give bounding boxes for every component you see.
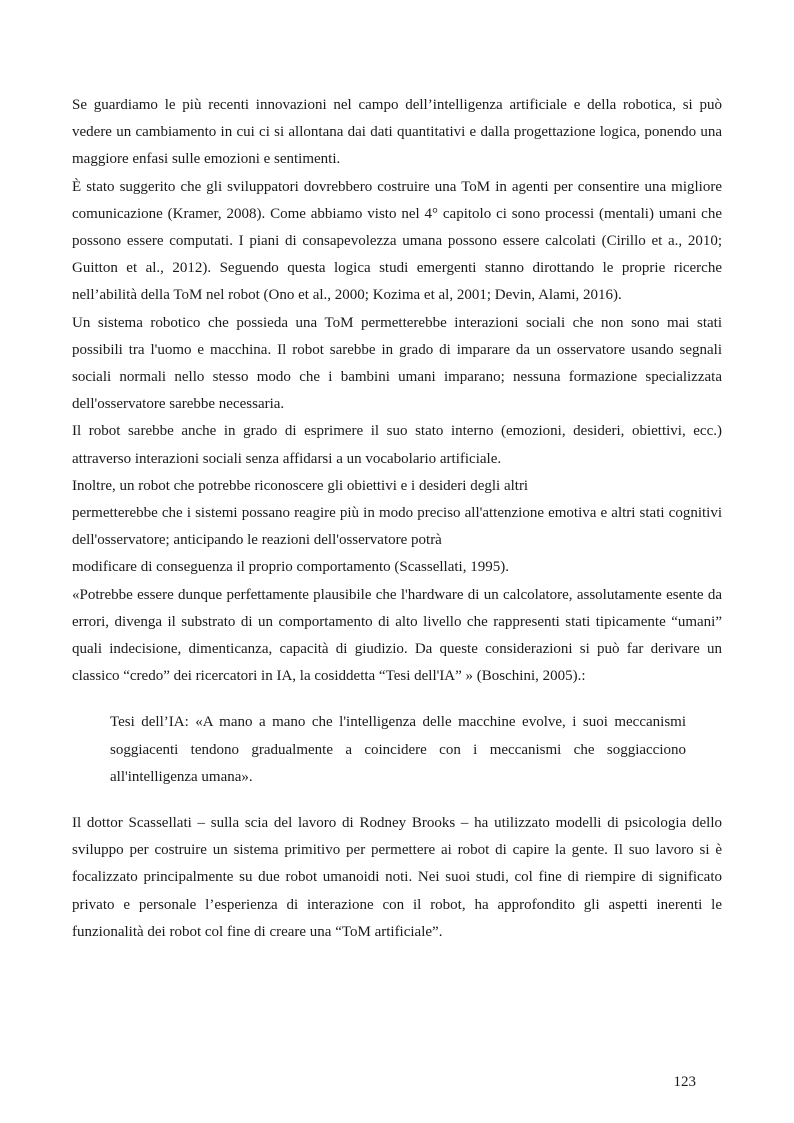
spacer <box>72 690 722 709</box>
paragraph-tom-agents: È stato suggerito che gli sviluppatori dovrebbero costruire una ToM in agenti per consentire una migliore comunicazione (Kramer, 2008). Come abbiamo visto nel 4° capitolo ci sono processi (mentali) umani che possono essere computati. I piani di consapevolezza umana possono essere calcolati (Cirillo et a., 2010; Guitton et al., 2012). Seguendo questa logica studi emergenti stanno dirottando le proprie ricerche nell’abilità della ToM nel robot (Ono et al., 2000; Kozima et al, 2001; Devin, Alami, 2016). <box>72 178 722 304</box>
paragraph-innovations: Se guardiamo le più recenti innovazioni nel campo dell’intelligenza artificiale e della robotica, si può vedere un cambiamento in cui ci si allontana dai dati quantitativi e dalla progettazione logica, ponendo una maggiore enfasi sulle emozioni e sentimenti. <box>72 97 722 168</box>
paragraph-scassellati: Il dottor Scassellati – sulla scia del lavoro di Rodney Brooks – ha utilizzato modelli di psicologia dello sviluppo per costruire un sistema primitivo per permettere ai robot di capire la gente. Il suo lavoro si è focalizzato principalmente su due robot umanoidi noti. Nei suoi studi, col fine di riempire di significato privato e personale l’esperienza di interazione con il robot, ha approfondito gli aspetti inerenti le funzionalità dei robot col fine di creare una “ToM artificiale”. <box>72 815 722 940</box>
paragraph-internal-state: Il robot sarebbe anche in grado di esprimere il suo stato interno (emozioni, desideri, obiettivi, ecc.) attraverso interazioni sociali senza affidarsi a un vocabolario artificiale. <box>72 423 722 467</box>
paragraph-quote-intro: «Potrebbe essere dunque perfettamente plausibile che l'hardware di un calcolatore, assolutamente esente da errori, divenga il substrato di un comportamento di alto livello che rappresenti stati tipicamente “umani” quali indecisione, dimenticanza, capacità di giudizio. Da queste considerazioni si può far derivare un classico “credo” dei ricercatori in IA, la cosiddetta “Tesi dell'IA” » (Boschini, 2005).: <box>72 586 722 685</box>
block-quote-ia-thesis: Tesi dell’IA: «A mano a mano che l'intelligenza delle macchine evolve, i suoi meccanismi soggiacenti tendono gradualmente a coincidere con i meccanismi che soggiacciono all'intelligenza umana». <box>110 714 686 785</box>
spacer <box>72 791 722 810</box>
page-number: 123 <box>673 1074 696 1090</box>
paragraph-modify-behavior: modificare di conseguenza il proprio comportamento (Scassellati, 1995). <box>72 559 509 576</box>
paragraph-recognize-goals: Inoltre, un robot che potrebbe riconoscere gli obiettivi e i desideri degli altri <box>72 477 529 494</box>
paragraph-robotic-system: Un sistema robotico che possieda una ToM permetterebbe interazioni sociali che non sono mai stati possibili tra l'uomo e macchina. Il robot sarebbe in grado di imparare da un osservatore usando segnali sociali normali nello stesso modo che i bambini umani imparano; nessuna formazione specializzata dell'osservatore sarebbe necessaria. <box>72 314 722 413</box>
document-page <box>72 92 722 946</box>
paragraph-react-precisely: permetterebbe che i sistemi possano reagire più in modo preciso all'attenzione emotiva e altri stati cognitivi dell'osservatore; anticipando le reazioni dell'osservatore potrà <box>72 505 722 549</box>
